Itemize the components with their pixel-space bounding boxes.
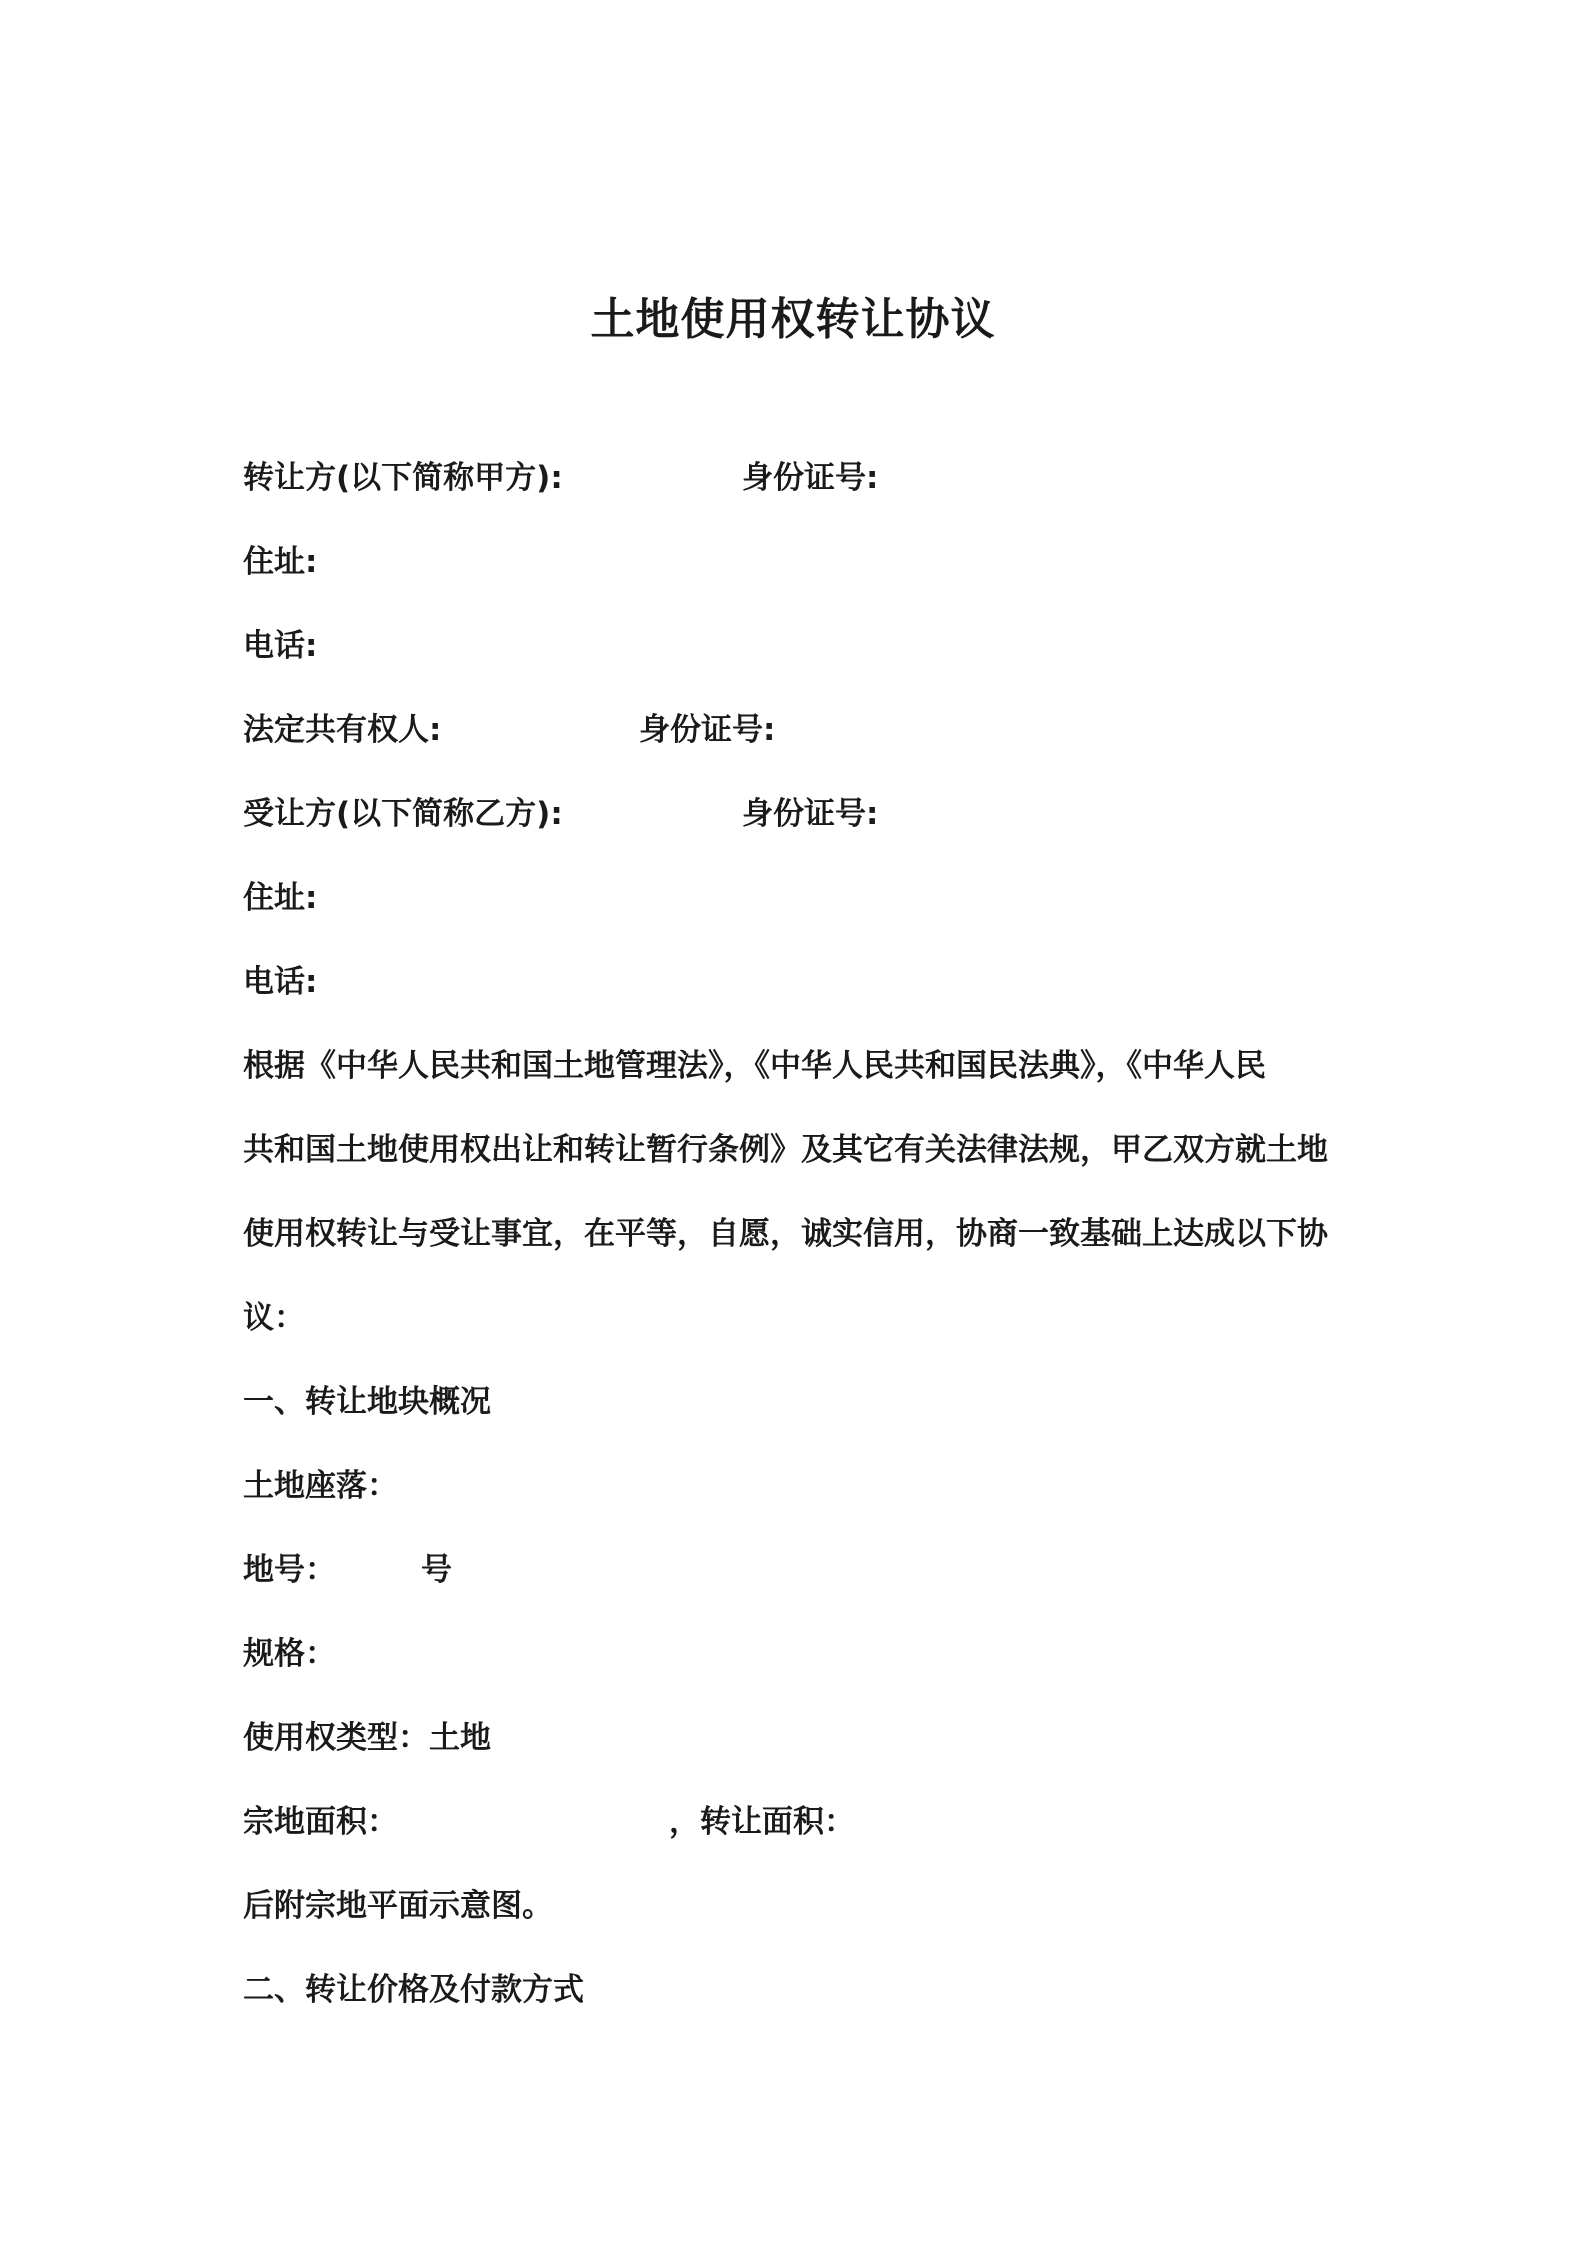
section-2-heading: 二、转让价格及付款方式 [243,1972,584,2008]
lot-number-row [243,1548,643,1592]
land-location-label: 土地座落： [243,1468,398,1504]
lot-number-suffix: 号 [421,1552,452,1588]
preamble-line: 使用权转让与受让事宜，在平等，自愿，诚实信用，协商一致基础上达成以下协 [243,1216,1328,1252]
document-title: 土地使用权转让协议 [590,294,996,345]
preamble-line: 共和国土地使用权出让和转让暂行条例》及其它有关法律法规，甲乙双方就土地 [243,1132,1328,1168]
right-type-label: 使用权类型：土地 [243,1720,491,1756]
party-a-phone-label: 电话: [243,628,318,664]
co-owner-row [243,708,1363,752]
party-b-row [243,792,1363,836]
spec-label: 规格： [243,1636,336,1672]
co-owner-id-label: 身份证号: [639,712,776,748]
co-owner-label: 法定共有权人: [243,712,442,748]
section-1-heading: 一、转让地块概况 [243,1384,491,1420]
party-b-label: 受让方(以下简称乙方): [243,796,563,832]
parcel-area-label: 宗地面积： [243,1804,398,1840]
attachment-note: 后附宗地平面示意图。 [243,1888,553,1924]
party-b-address-label: 住址: [243,880,318,916]
party-b-id-label: 身份证号: [742,796,879,832]
transfer-area-label: ，转让面积： [669,1804,855,1840]
preamble-line: 根据《中华人民共和国土地管理法》，《中华人民共和国民法典》，《中华人民 [243,1048,1266,1084]
party-a-address-label: 住址: [243,544,318,580]
lot-number-label: 地号： [243,1552,336,1588]
party-a-row [243,456,1363,500]
area-row [243,1800,1363,1844]
party-b-phone-label: 电话: [243,964,318,1000]
party-a-id-label: 身份证号: [742,460,879,496]
preamble-line: 议： [243,1300,305,1336]
party-a-label: 转让方(以下简称甲方): [243,460,563,496]
